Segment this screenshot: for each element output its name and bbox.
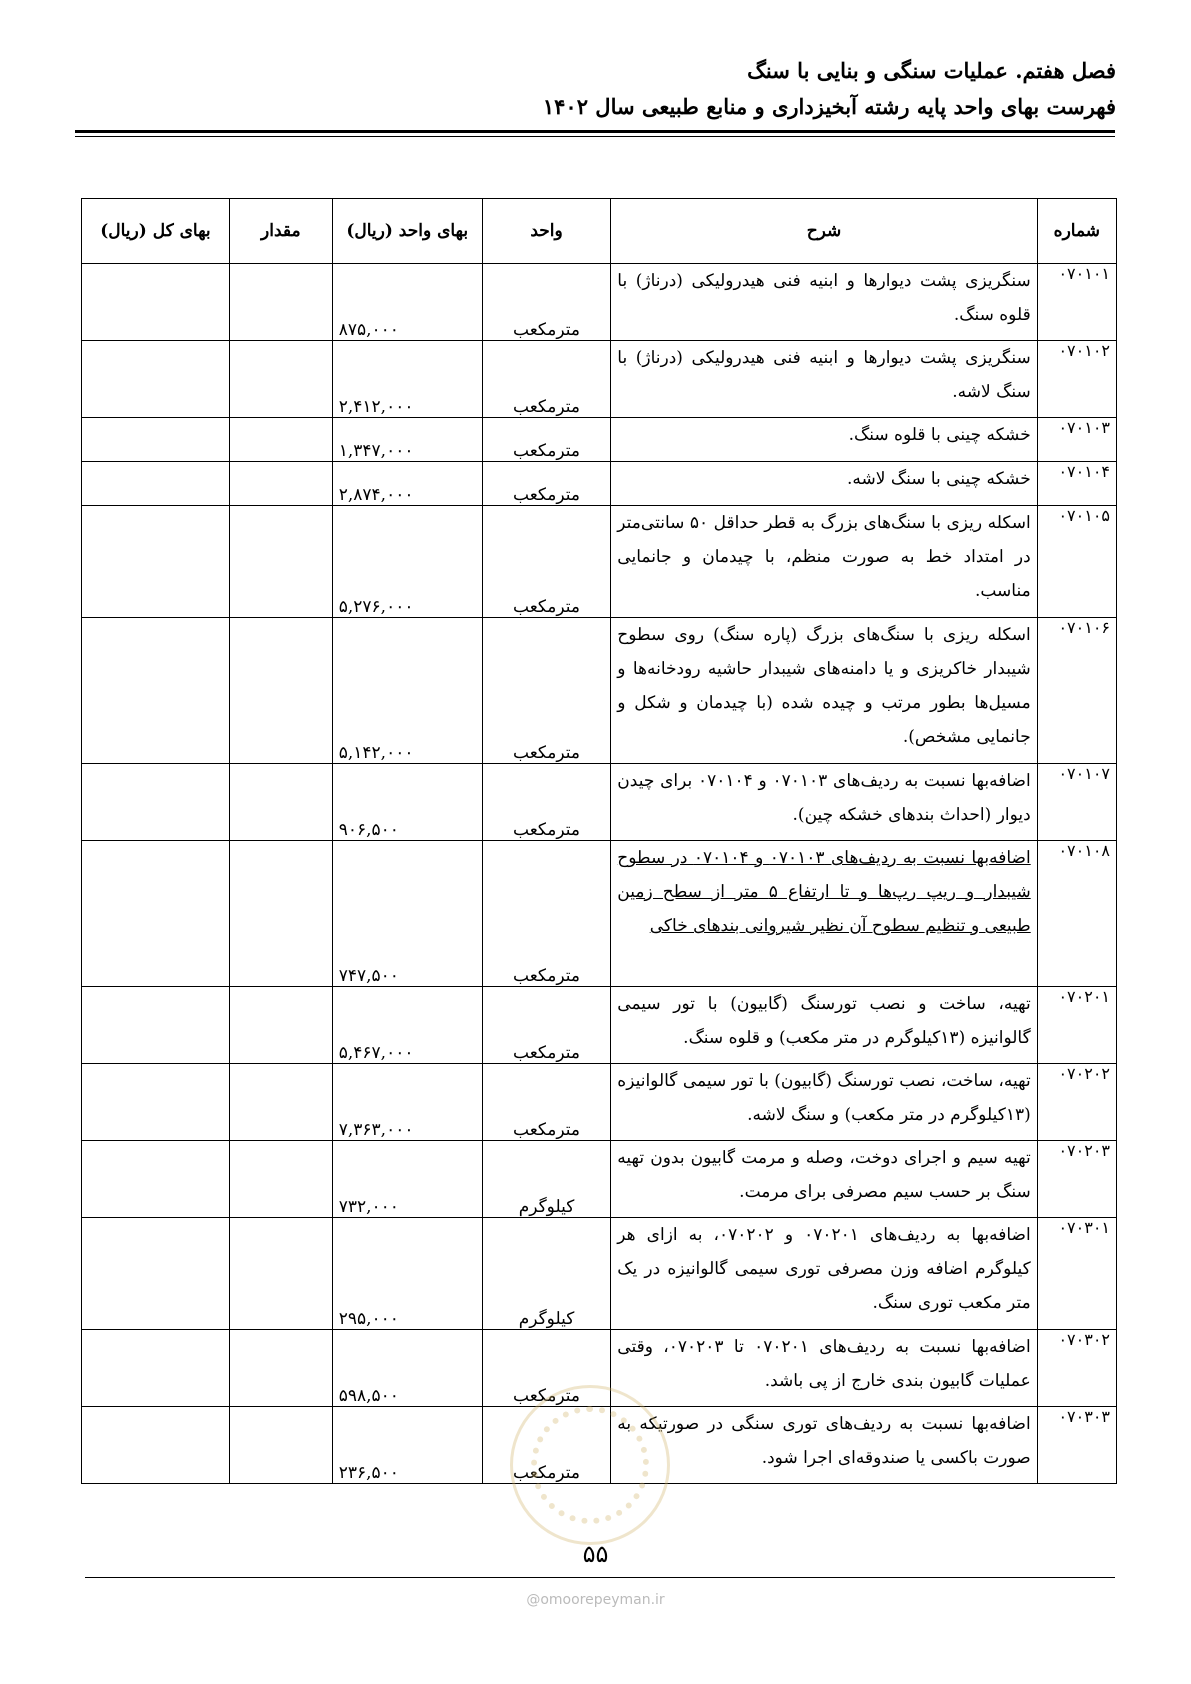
watermark-text: @omoorepeyman.ir — [526, 1592, 665, 1608]
footer-rule — [85, 1577, 1115, 1578]
row-unit: کیلوگرم — [482, 1218, 611, 1330]
row-total-price — [82, 264, 230, 341]
row-number: ۰۷۰۲۰۱ — [1037, 987, 1116, 1064]
table-row — [82, 764, 1117, 841]
col-header-description: شرح — [611, 199, 1037, 264]
row-number: ۰۷۰۱۰۴ — [1037, 462, 1116, 506]
row-total-price — [82, 341, 230, 418]
row-total-price — [82, 764, 230, 841]
row-quantity — [229, 841, 332, 987]
col-header-unit: واحد — [482, 199, 611, 264]
row-total-price — [82, 1141, 230, 1218]
page-number: ۵۵ — [582, 1540, 609, 1568]
row-number: ۰۷۰۱۰۲ — [1037, 341, 1116, 418]
chapter-title: فصل هفتم. عملیات سنگی و بنایی با سنگ — [747, 58, 1116, 83]
row-unit-price: ۵,۴۶۷,۰۰۰ — [332, 987, 482, 1064]
table-row — [82, 618, 1117, 764]
row-unit: مترمکعب — [482, 618, 611, 764]
row-quantity — [229, 1330, 332, 1407]
row-number: ۰۷۰۳۰۱ — [1037, 1218, 1116, 1330]
row-unit: مترمکعب — [482, 764, 611, 841]
row-number: ۰۷۰۳۰۳ — [1037, 1407, 1116, 1484]
row-total-price — [82, 418, 230, 462]
row-unit: مترمکعب — [482, 1330, 611, 1407]
row-description: تهیه، ساخت، نصب تورسنگ (گابیون) با تور سیمی گالوانیزه (۱۳کیلوگرم در متر مکعب) و سنگ لاشه. — [611, 1064, 1037, 1141]
row-number: ۰۷۰۳۰۲ — [1037, 1330, 1116, 1407]
row-description: اضافه‌بها به ردیف‌های ۰۷۰۲۰۱ و ۰۷۰۲۰۲، به ازای هر کیلوگرم اضافه وزن مصرفی توری سیمی گالوانیزه در یک متر مکعب توری سنگ. — [611, 1218, 1037, 1330]
row-unit-price: ۲,۴۱۲,۰۰۰ — [332, 341, 482, 418]
row-number: ۰۷۰۱۰۸ — [1037, 841, 1116, 987]
row-number: ۰۷۰۱۰۷ — [1037, 764, 1116, 841]
row-description: اضافه‌بها نسبت به ردیف‌های ۰۷۰۲۰۱ تا ۰۷۰۲۰۳، وقتی عملیات گابیون بندی خارج از پی باشد. — [611, 1330, 1037, 1407]
row-description: خشکه چینی با قلوه سنگ. — [611, 418, 1037, 462]
row-total-price — [82, 1330, 230, 1407]
row-quantity — [229, 987, 332, 1064]
row-quantity — [229, 462, 332, 506]
table-row — [82, 1141, 1117, 1218]
row-quantity — [229, 341, 332, 418]
row-quantity — [229, 1064, 332, 1141]
row-quantity — [229, 1218, 332, 1330]
row-total-price — [82, 462, 230, 506]
row-unit-price: ۵۹۸,۵۰۰ — [332, 1330, 482, 1407]
row-total-price — [82, 506, 230, 618]
page-header — [76, 56, 1116, 122]
row-unit-price: ۱,۳۴۷,۰۰۰ — [332, 418, 482, 462]
row-description: سنگریزی پشت دیوارها و ابنیه فنی هیدرولیکی (درناژ) با سنگ لاشه. — [611, 341, 1037, 418]
table-row — [82, 418, 1117, 462]
row-unit-price: ۲,۸۷۴,۰۰۰ — [332, 462, 482, 506]
col-header-number: شماره — [1037, 199, 1116, 264]
row-unit-price: ۵,۲۷۶,۰۰۰ — [332, 506, 482, 618]
row-unit: مترمکعب — [482, 462, 611, 506]
row-unit-price: ۲۳۶,۵۰۰ — [332, 1407, 482, 1484]
row-unit: مترمکعب — [482, 341, 611, 418]
row-description: سنگریزی پشت دیوارها و ابنیه فنی هیدرولیکی (درناژ) با قلوه سنگ. — [611, 264, 1037, 341]
row-quantity — [229, 506, 332, 618]
row-description — [611, 841, 1037, 987]
row-number: ۰۷۰۱۰۱ — [1037, 264, 1116, 341]
row-total-price — [82, 1064, 230, 1141]
row-total-price — [82, 841, 230, 987]
row-unit-price: ۷۴۷,۵۰۰ — [332, 841, 482, 987]
row-quantity — [229, 1407, 332, 1484]
watermark-seal — [510, 1385, 670, 1545]
document-subtitle: فهرست بهای واحد پایه رشته آبخیزداری و منابع طبیعی سال ۱۴۰۲ — [542, 94, 1116, 119]
row-description: اضافه‌بها نسبت به ردیف‌های توری سنگی در صورتیکه به صورت باکسی یا صندوقه‌ای اجرا شود. — [611, 1407, 1037, 1484]
table-row — [82, 1218, 1117, 1330]
col-header-quantity: مقدار — [229, 199, 332, 264]
price-list-table — [81, 198, 1117, 1484]
row-description: اسکله ریزی با سنگ‌های بزرگ (پاره سنگ) روی سطوح شیبدار خاکریزی و یا دامنه‌های شیبدار حاشیه رودخانه‌ها و مسیل‌ها بطور مرتب و چیده شده (با چیدمان و شکل و جانمایی مشخص). — [611, 618, 1037, 764]
header-rule-thin — [75, 136, 1115, 137]
row-description: تهیه سیم و اجرای دوخت، وصله و مرمت گابیون بدون تهیه سنگ بر حسب سیم مصرفی برای مرمت. — [611, 1141, 1037, 1218]
row-unit-price: ۷۳۲,۰۰۰ — [332, 1141, 482, 1218]
col-header-unit-price: بهای واحد (ریال) — [332, 199, 482, 264]
row-total-price — [82, 618, 230, 764]
row-description: تهیه، ساخت و نصب تورسنگ (گابیون) با تور سیمی گالوانیزه (۱۳کیلوگرم در متر مکعب) و قلوه سنگ. — [611, 987, 1037, 1064]
row-unit-price: ۷,۳۶۳,۰۰۰ — [332, 1064, 482, 1141]
row-number: ۰۷۰۱۰۵ — [1037, 506, 1116, 618]
row-description: اسکله ریزی با سنگ‌های بزرگ به قطر حداقل ۵۰ سانتی‌متر در امتداد خط به صورت منظم، با چیدمان و جانمایی مناسب. — [611, 506, 1037, 618]
row-number: ۰۷۰۲۰۲ — [1037, 1064, 1116, 1141]
row-unit: مترمکعب — [482, 418, 611, 462]
row-quantity — [229, 418, 332, 462]
row-unit: کیلوگرم — [482, 1141, 611, 1218]
row-description: اضافه‌بها نسبت به ردیف‌های ۰۷۰۱۰۳ و ۰۷۰۱۰۴ برای چیدن دیوار (احداث بندهای خشکه چین). — [611, 764, 1037, 841]
row-unit-price: ۹۰۶,۵۰۰ — [332, 764, 482, 841]
table-row — [82, 1064, 1117, 1141]
row-description: خشکه چینی با سنگ لاشه. — [611, 462, 1037, 506]
row-number: ۰۷۰۱۰۶ — [1037, 618, 1116, 764]
row-unit: مترمکعب — [482, 506, 611, 618]
row-number: ۰۷۰۲۰۳ — [1037, 1141, 1116, 1218]
table-header-row — [82, 199, 1117, 264]
table-row — [82, 506, 1117, 618]
row-number: ۰۷۰۱۰۳ — [1037, 418, 1116, 462]
table-row — [82, 341, 1117, 418]
row-description-underlined: اضافه‌بها نسبت به ردیف‌های ۰۷۰۱۰۳ و ۰۷۰۱۰۴ در سطوح شیبدار و ریپ رپ‌ها و تا ارتفاع ۵ متر از سطح زمین طبیعی و تنظیم سطوح آن نظیر شیروانی بندهای خاکی — [617, 848, 1031, 936]
row-quantity — [229, 1141, 332, 1218]
col-header-total-price: بهای کل (ریال) — [82, 199, 230, 264]
row-total-price — [82, 1218, 230, 1330]
row-unit: مترمکعب — [482, 841, 611, 987]
row-unit: مترمکعب — [482, 987, 611, 1064]
header-rule-thick — [75, 130, 1115, 133]
row-total-price — [82, 1407, 230, 1484]
row-unit: مترمکعب — [482, 1407, 611, 1484]
row-unit: مترمکعب — [482, 264, 611, 341]
row-unit: مترمکعب — [482, 1064, 611, 1141]
row-unit-price: ۵,۱۴۲,۰۰۰ — [332, 618, 482, 764]
row-total-price — [82, 987, 230, 1064]
row-unit-price: ۸۷۵,۰۰۰ — [332, 264, 482, 341]
row-quantity — [229, 264, 332, 341]
row-unit-price: ۲۹۵,۰۰۰ — [332, 1218, 482, 1330]
table-row — [82, 462, 1117, 506]
table-row — [82, 264, 1117, 341]
table-row — [82, 987, 1117, 1064]
table-row — [82, 841, 1117, 987]
row-quantity — [229, 618, 332, 764]
row-quantity — [229, 764, 332, 841]
